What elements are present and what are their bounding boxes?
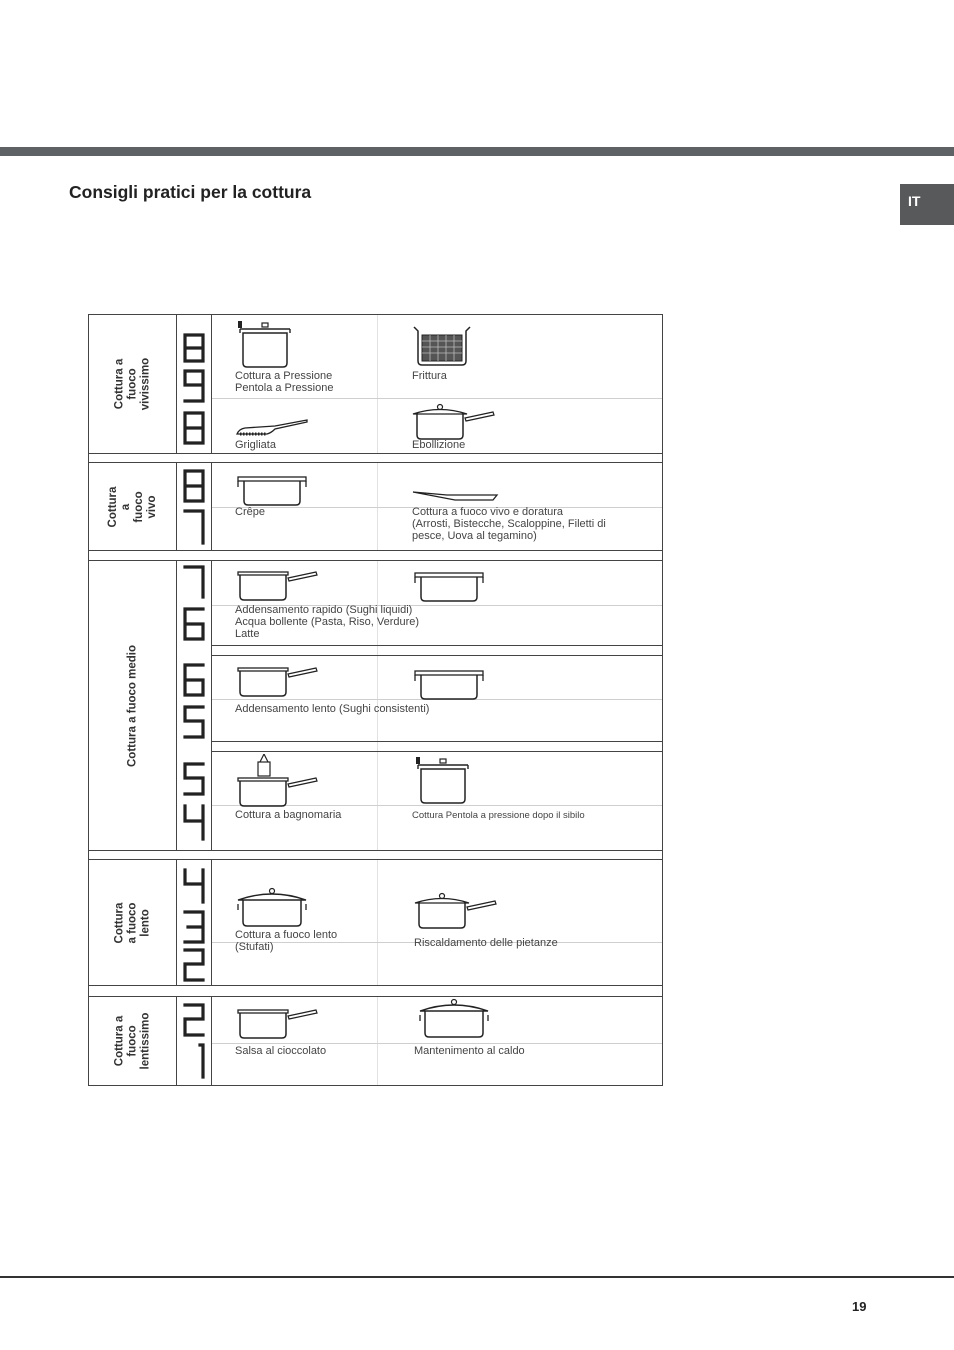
group-label: Cottura a fuoco medio — [126, 644, 138, 767]
page-title: Consigli pratici per la cottura — [69, 182, 312, 202]
power-level-digits — [176, 860, 212, 985]
item-text: Cottura a fuoco vivo e doratura (Arrosti, Bistecche, Scaloppine, Filetti di pesce, Uova al tegamino) — [412, 506, 606, 542]
group-label: Cottura a fuoco vivissimo — [113, 357, 151, 411]
digits-9-8-8 — [176, 315, 211, 454]
group-label-cell — [89, 860, 177, 985]
bottom-rule — [0, 1276, 954, 1278]
group-lentissimo — [89, 997, 662, 1085]
group-vivissimo — [89, 315, 662, 454]
group-medio — [89, 561, 662, 851]
language-tab: IT — [900, 184, 954, 225]
group-label-cell — [89, 997, 177, 1085]
group-content — [212, 561, 662, 850]
bain-marie-icon — [236, 754, 320, 810]
saucepan-icon — [236, 1007, 320, 1041]
two-handle-pot-icon — [413, 669, 485, 703]
item-text: Cottura Pentola a pressione dopo il sibilo — [412, 810, 585, 821]
item-text: Salsa al cioccolato — [235, 1045, 327, 1057]
group-content — [212, 860, 662, 985]
item-text: Crêpe — [235, 506, 265, 518]
group-label-cell — [89, 463, 177, 550]
digits-8-7 — [176, 463, 211, 551]
lidded-pot-icon — [236, 886, 308, 930]
digits-7-6-6-5-5-4 — [176, 561, 211, 851]
pressure-cooker-icon — [412, 755, 476, 809]
power-level-digits — [176, 463, 212, 550]
item-text: Frittura — [412, 370, 447, 382]
item-text: Ebollizione — [412, 439, 466, 451]
item-text: Mantenimento al caldo — [414, 1045, 525, 1057]
cooking-tips-table — [88, 314, 663, 1086]
group-label-cell — [89, 315, 177, 453]
power-level-digits — [176, 997, 212, 1085]
item-text: Riscaldamento delle pietanze — [414, 937, 558, 949]
grill-pan-icon — [236, 419, 310, 437]
item-text: Cottura a bagnomaria — [235, 809, 342, 821]
two-handle-pot-icon — [413, 571, 485, 605]
lidded-pot-icon — [418, 997, 490, 1041]
digits-2-1 — [176, 997, 211, 1085]
group-label: Cottura a fuoco lentissimo — [113, 1012, 151, 1070]
power-level-digits — [176, 561, 212, 850]
page-number: 19 — [852, 1299, 867, 1314]
group-label: Cottura a fuoco lento — [113, 902, 151, 943]
top-bar — [0, 147, 954, 156]
item-text: Cottura a Pressione Pentola a Pressione — [235, 370, 334, 394]
group-content — [212, 463, 662, 550]
digits-4-3-2 — [176, 860, 211, 986]
item-text: Grigliata — [235, 439, 276, 451]
power-level-digits — [176, 315, 212, 453]
item-text: Cottura a fuoco lento (Stufati) — [235, 929, 338, 953]
group-vivo — [89, 463, 662, 551]
fryer-basket-icon — [412, 325, 474, 369]
item-text: Addensamento rapido (Sughi liquidi) Acqua bollente (Pasta, Riso, Verdure) Latte — [235, 604, 420, 640]
group-label-cell — [89, 561, 177, 850]
group-content — [212, 997, 662, 1085]
saucepan-icon — [236, 665, 320, 699]
item-text: Addensamento lento (Sughi consistenti) — [235, 703, 430, 715]
group-label: Cottura a fuoco vivo — [106, 486, 158, 527]
pressure-cooker-icon — [234, 319, 298, 371]
frying-pan-icon — [412, 491, 500, 503]
lidded-saucepan-icon — [414, 892, 498, 934]
group-lento — [89, 860, 662, 986]
group-content — [212, 315, 662, 453]
two-handle-pot-icon — [236, 475, 308, 509]
saucepan-icon — [236, 569, 320, 603]
